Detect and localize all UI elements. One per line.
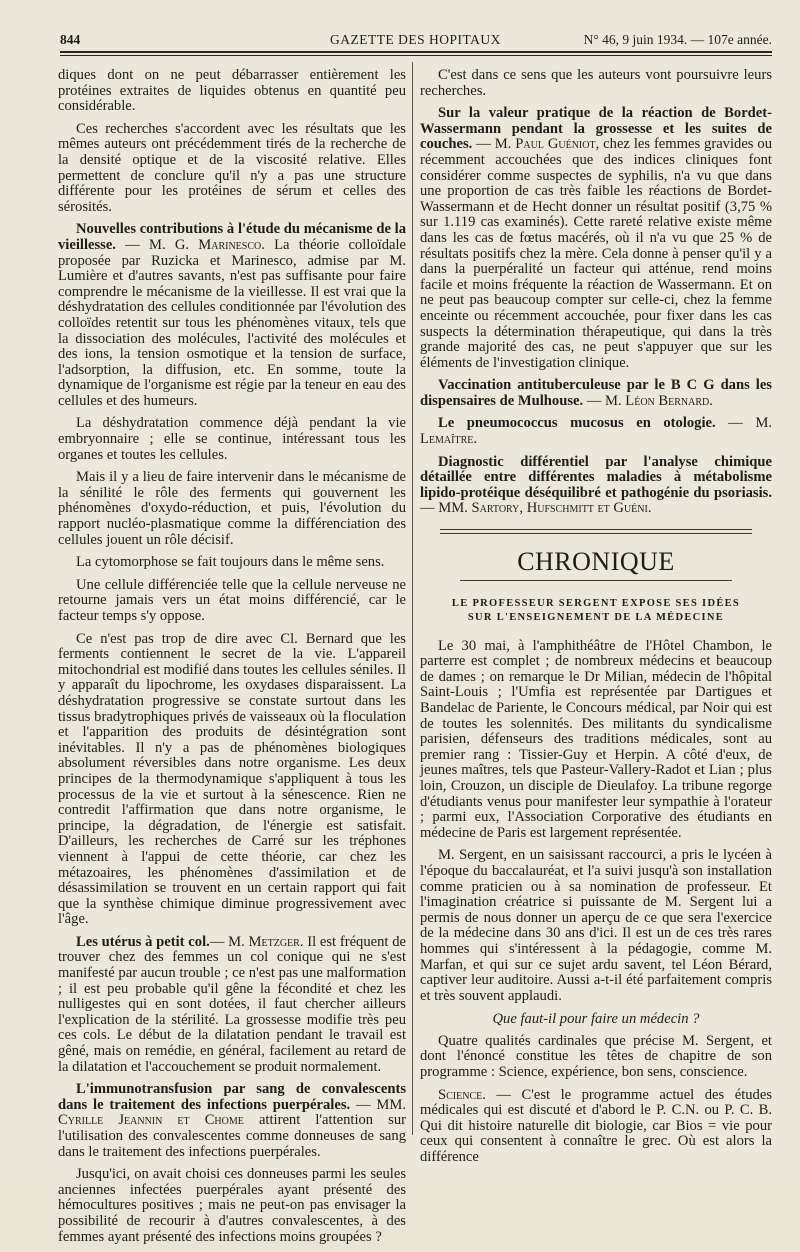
article-body: attirent l'attention sur l'utilisation des convalescentes comme donneuses de sang dans le traitement des infections puerpérales.	[58, 1112, 406, 1160]
article-entry: Diagnostic différentiel par l'analyse chimique détaillée entre différentes maladies à métabolisme lipido-protéique déséquilibré et pathogénie du psoriasis. — MM. Sartory, Hufschmitt et Guéni.	[420, 453, 772, 517]
header-rule	[60, 51, 772, 53]
section-rule-thin	[440, 533, 752, 534]
page-number: 844	[60, 32, 81, 47]
headline-line-2: SUR L'ENSEIGNEMENT DE LA MÉDECINE	[467, 611, 725, 623]
section-rule	[440, 529, 752, 530]
article-author: M. Paul Guéniot,	[494, 136, 600, 153]
article-title: Vaccination antituberculeuse par le B C G dans les dispensaires de Mulhouse.	[420, 377, 772, 409]
article-body: chez les femmes gravides ou récemment accouchées que des indices cliniques font considérer comme suspectes de syphilis, n'a vu que dans une proportion de cas très faible les réactions de Bordet-Wassermann et de Hecht donner un résultat positif (3,75 % sur 1.119 cas examinés). Cette rareté relative existe même dans les cas de fœtus macérés, où il n'a vu que 25 % de résultats positifs chez la mère. Cela donne à penser qu'il y a dans la puerpéralité un facteur qui atténue, rend moins facile et moins fréquente la réaction de Wassermann. Et on ne peut pas beaucoup compter sur celle-ci, chez la femme enceinte ou récemment accouchée, pour fixer dans les cas suspects la détermination thérapeutique, qui dans la très grande majorité des cas, ne peut s'appuyer que sur les éléments de l'investigation clinique.	[420, 136, 772, 371]
article-author: MM. Sartory, Hufschmitt et Guéni.	[438, 500, 652, 517]
subheading-quote: Que faut-il pour faire un médecin ?	[492, 1011, 700, 1028]
column-divider	[412, 62, 413, 1135]
paragraph: Mais il y a lieu de faire intervenir dans le mécanisme de la sénilité le rôle des ferments qui gouvernent les phénomènes d'oxydo-réduction, et puis, l'évolution du rapport nucléo-plasmatique comme la différenciation des cellules jouent un rôle décisif.	[58, 469, 406, 548]
article-entry	[420, 1088, 772, 1166]
article-title: Le pneumococcus mucosus en otologie.	[438, 415, 716, 432]
article-entry: Le pneumococcus mucosus en otologie. — M. Lemaître.	[420, 415, 772, 448]
article-author: M. Lemaître.	[420, 415, 772, 448]
issue-info: N° 46, 9 juin 1934. — 107e année.	[583, 32, 772, 47]
paragraph: Le 30 mai, à l'amphithéâtre de l'Hôtel Chambon, le parterre est complet ; de nombreux médecins et beaucoup de dames ; on remarque le Dr Milian, médecin de l'hôpital Saint-Louis ; l'Umfia est représentée par Dartigues et Bandelac de Pariente, le Concours médical, par Noir qui est de toutes les solennités. Des militants du syndicalisme parisien, défenseurs des traditions médicales, sont au premier rang : Tissier-Guy et Herpin. A côté d'eux, de jeunes maîtres, tels que Pasteur-Vallery-Radot et Lian ; plus loin, Crouzon, un disciple de Dieulafoy. La tribune regorge d'étudiants venus pour manifester leur sympathie à l'orateur ; parmi eux, l'Association Corporative des étudiants en médecine de Paris est largement représentée.	[420, 637, 772, 841]
paragraph: Quatre qualités cardinales que précise M. Sergent, et dont l'énoncé constitue les têtes de chapitre de son programme : Science, expérience, bon sens, conscience.	[420, 1032, 772, 1081]
right-column	[420, 68, 772, 1173]
article-author: M. G. Marinesco.	[149, 236, 265, 253]
headline-line-1: LE PROFESSEUR SERGENT EXPOSE SES IDÉES	[451, 597, 741, 609]
left-column	[58, 68, 406, 1252]
article-author: M. Léon Bernard.	[605, 392, 713, 409]
paragraph: C'est dans ce sens que les auteurs vont poursuivre leurs recherches.	[420, 67, 772, 99]
paragraph: Une cellule différenciée telle que la cellule nerveuse ne retourne jamais vers un état moins différencié, car le facteur temps s'y oppose.	[58, 576, 406, 624]
article-title: L'immunotransfusion par sang de convalescents dans le traitement des infections puerpérales.	[58, 1081, 406, 1113]
article-title: Nouvelles contributions à l'étude du mécanisme de la vieillesse.	[58, 221, 406, 253]
article-entry: L'immunotransfusion par sang de convalescents dans le traitement des infections puerpérales. — MM. Cyrille Jeannin et Chome attirent l'attention sur l'utilisation des convalescentes comme donneuses de sang dans le traitement des infections puerpérales.	[58, 1081, 406, 1160]
article-entry: Sur la valeur pratique de la réaction de Bordet-Wassermann pendant la grossesse et les suites de couches. — M. Paul Guéniot, chez les femmes gravides ou récemment accouchées que des indices cliniques font considérer comme suspectes de syphilis, n'a vu que dans une proportion de cas très faible les réactions de Bordet-Wassermann et de Hecht donner un résultat positif (3,75 % sur 1.119 cas examinés). Cette rareté relative existe même dans les cas de fœtus macérés, où il n'a vu que 25 % de résultats positifs chez la mère. Cela donne à penser qu'il y a dans la puerpéralité un facteur qui atténue, rend moins facile et moins fréquente la réaction de Wassermann. Et on ne peut pas beaucoup compter sur celle-ci, chez la femme enceinte ou récemment accouchée, pour fixer dans les cas suspects la détermination thérapeutique, qui dans la très grande majorité des cas, ne peut s'appuyer que sur les éléments de l'investigation clinique.	[420, 105, 772, 371]
paragraph: diques dont on ne peut débarrasser entièrement les protéines extraites de liquides obtenus en quantité peu considérable.	[58, 67, 406, 115]
paragraph: Ce n'est pas trop de dire avec Cl. Bernard que les ferments contiennent le secret de la vie. L'appareil mitochondrial est modifié dans toutes les cellules séniles. Il y apparaît du lipochrome, les oxydases disparaissent. La déshydratation progressive se constate surtout dans les tissus bradytrophiques privés de vaisseaux où la floculation et l'apparition des produits de désintégration sont inévitables. Il n'y a pas de phénomènes biologiques absolument réversibles dans notre organisme. Les deux principes de la thermodynamique s'appliquent à tous les processus de la vie et surtout à la sénescence. Rien ne contredit l'affirmation que dans notre organisme, le principe, la dégradation, de l'énergie est satisfait. D'ailleurs, les recherches de Carré sur les tréphones viennent à l'appui de cette théorie, car chez les métazoaires, les phénomènes d'assimilation et de désassimilation se trouvent en un certain rapport qui fait que la synthèse chimique diminue progressivement avec l'âge.	[58, 630, 406, 928]
article-author: M. Metzger.	[228, 933, 304, 950]
paragraph: M. Sergent, en un saisissant raccourci, a pris le lycéen à l'époque du baccalauréat, et l'a suivi jusqu'à son installation comme praticien ou à sa nomination de professeur. Et l'imagination créatrice si puissante de M. Sergent lui a permis de nous donner un aperçu de ce que sera l'exercice de la médecine dans 30 ans d'ici. Il est un de ces très rares hommes qui s'intéressent à la pédagogie, comme M. Marfan, et qui sur ce sujet ardu savent, tel Léon Bérard, captiver leur auditoire. Aussi a-t-il été parfaitement compris et très souvent applaudi.	[420, 847, 772, 1004]
page-header	[60, 30, 772, 50]
article-title: Les utérus à petit col.	[76, 933, 210, 950]
paragraph: Jusqu'ici, on avait choisi ces donneuses parmi les seules anciennes infectées puerpérales ayant présenté des hémocultures positives ; mais ne peut-on pas envisager la possibilité de recourir à d'autres convalescentes, à des femmes ayant présenté des infections moins groupées ?	[58, 1166, 406, 1245]
paragraph: La déshydratation commence déjà pendant la vie embryonnaire ; elle se continue, intéressant tous les organes et toutes les cellules.	[58, 415, 406, 463]
article-title: Sur la valeur pratique de la réaction de Bordet-Wassermann pendant la grossesse et les suites de couches.	[420, 105, 772, 153]
article-body: — C'est le programme actuel des études médicales qui est discuté et d'abord le P. C.N. ou P. C. B. Qui dit histoire naturelle dit biologie, car Bios = vie pour ceux qui consentent à connaître le grec. Où est alors la différence	[420, 1086, 772, 1166]
article-author: MM. Cyrille Jeannin et Chome	[58, 1096, 406, 1129]
journal-title: GAZETTE DES HOPITAUX	[330, 32, 501, 47]
article-entry: Vaccination antituberculeuse par le B C G dans les dispensaires de Mulhouse. — M. Léon Bernard.	[420, 377, 772, 409]
article-body: Il est fréquent de trouver chez des femmes un col conique qui ne s'est manifesté par aucun trouble ; ce n'est pas une malformation ; il est peu probable qu'il gêne la fécondité et chez les nulligestes qui en sont dotées, il faut chercher ailleurs l'explication de la stérilité. La grossesse modifie très peu ces cols. Le début de la dilatation pendant le travail est gêné, mais on remédie, en général, facilement au retard de la dilatation et l'accouchement se produit normalement.	[58, 933, 407, 1075]
heading-rule	[460, 580, 732, 581]
section-heading: CHRONIQUE	[517, 547, 675, 577]
article-entry: Les utérus à petit col.— M. Metzger. Il est fréquent de trouver chez des femmes un col conique qui ne s'est manifesté par aucun trouble ; ce n'est pas une malformation ; il est peu probable qu'il gêne la fécondité et chez les nulligestes qui en sont dotées, il faut chercher ailleurs l'explication de la stérilité. La grossesse modifie très peu ces cols. Le début de la dilatation pendant le travail est gêné, mais on remédie, en général, facilement au retard de la dilatation et l'accouchement se produit normalement.	[58, 933, 407, 1075]
article-entry: Nouvelles contributions à l'étude du mécanisme de la vieillesse. — M. G. Marinesco. La théorie colloïdale proposée par Ruzicka et Marinesco, admise par M. Lumière et d'autres savants, n'est pas suffisante pour faire comprendre le mécanisme de la vieillesse. Il est vrai que la déshydratation des cellules conditionnée par l'évolution des colloïdes retentit sur tous les phénomènes vitaux, tels que la dissociation des molécules, l'activité des molécules et des ions, la tension osmotique et la tension de surface, l'adsorption, la diffusion, etc. En somme, toute la dynamique de l'organisme est régie par la teneur en eau des cellules et des humeurs.	[58, 221, 406, 409]
article-title: Diagnostic différentiel par l'analyse chimique détaillée entre différentes maladies à métabolisme lipido-protéique déséquilibré et pathogénie du psoriasis.	[420, 453, 772, 501]
article-headline	[420, 597, 772, 625]
article-body: La théorie colloïdale proposée par Ruzicka et Marinesco, admise par M. Lumière et d'autres savants, n'est pas suffisante pour faire comprendre le mécanisme de la vieillesse. Il est vrai que la déshydratation des cellules conditionnée par l'évolution des colloïdes retentit sur tous les phénomènes vitaux, tels que la dissociation des molécules, l'activité des molécules et des ions, la tension osmotique et la tension de surface, l'adsorption, la diffusion, etc. En somme, toute la dynamique de l'organisme est régie par la teneur en eau des cellules et des humeurs.	[58, 236, 406, 409]
lead-word: Science.	[438, 1086, 486, 1103]
paragraph: Ces recherches s'accordent avec les résultats que les mêmes auteurs ont précédemment tirés de la recherche de la densité optique et de la viscosité relative. Elles permettent de conclure qu'il n'y a pas une structure différente pour les protéines de sérum et celles des sérosités.	[58, 120, 406, 215]
header-rule-thin	[60, 55, 772, 56]
paragraph: La cytomorphose se fait toujours dans le même sens.	[76, 554, 385, 571]
